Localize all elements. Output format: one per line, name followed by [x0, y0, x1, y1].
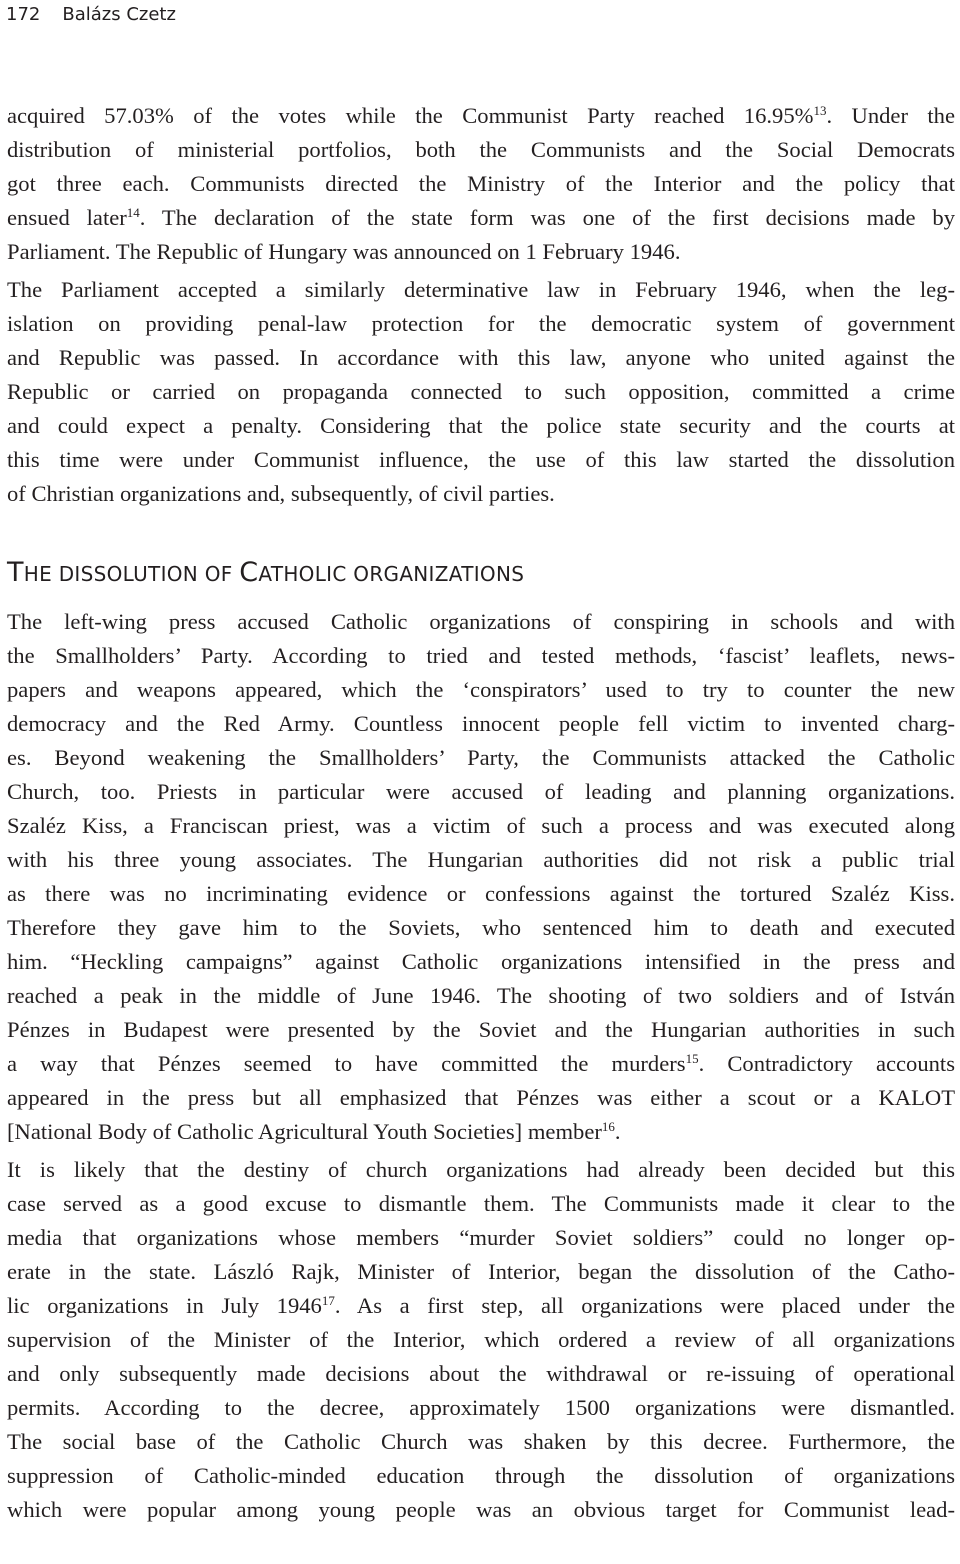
text-run: him. “Heckling campaigns” against Catholic organizations intensified in the press and — [7, 949, 955, 974]
text-line — [7, 1255, 955, 1289]
footnote-ref[interactable]: 17 — [321, 1293, 335, 1308]
text-run: reached a peak in the middle of June 1946. The shooting of two soldiers and of István — [7, 983, 955, 1008]
text-run: It is likely that the destiny of church organizations had already been decided but this — [7, 1157, 955, 1182]
text-run: erate in the state. László Rajk, Minister of Interior, began the dissolution of the Catho- — [7, 1259, 955, 1284]
text-line — [7, 235, 955, 269]
text-run: The Parliament accepted a similarly determinative law in February 1946, when the leg- — [7, 277, 955, 302]
text-run: Therefore they gave him to the Soviets, who sentenced him to death and executed — [7, 915, 955, 940]
footnote-ref[interactable]: 13 — [813, 103, 827, 118]
paragraph — [7, 273, 955, 511]
text-run: and Republic was passed. In accordance with this law, anyone who united against the — [7, 345, 955, 370]
text-line — [7, 775, 955, 809]
text-line — [7, 443, 955, 477]
text-line — [7, 201, 955, 235]
text-run: . — [614, 1119, 621, 1144]
text-line — [7, 477, 955, 511]
text-line — [7, 167, 955, 201]
text-line — [7, 877, 955, 911]
text-line — [7, 1425, 955, 1459]
text-line — [7, 809, 955, 843]
text-line — [7, 1391, 955, 1425]
text-line — [7, 1493, 955, 1527]
text-run: es. Beyond weakening the Smallholders’ Party, the Communists attacked the Catholic — [7, 745, 955, 770]
paragraph — [7, 99, 955, 269]
section-paragraphs — [7, 605, 955, 1527]
text-line — [7, 1153, 955, 1187]
text-run: . Contradictory accounts — [698, 1051, 955, 1076]
text-line — [7, 273, 955, 307]
text-run: [National Body of Catholic Agricultural Youth Societies] member — [7, 1119, 602, 1144]
text-run: Szaléz Kiss, a Franciscan priest, was a victim of such a process and was executed along — [7, 813, 955, 838]
footnote-ref[interactable]: 15 — [685, 1051, 699, 1066]
text-run: and could expect a penalty. Considering that the police state security and the courts at — [7, 413, 955, 438]
text-line — [7, 911, 955, 945]
text-run: acquired 57.03% of the votes while the Communist Party reached 16.95% — [7, 103, 814, 128]
text-run: lic organizations in July 1946 — [7, 1293, 322, 1318]
text-line — [7, 1323, 955, 1357]
text-run: Pénzes in Budapest were presented by the Soviet and the Hungarian authorities in such — [7, 1017, 955, 1042]
text-run: Church, too. Priests in particular were accused of leading and planning organizations. — [7, 779, 955, 804]
text-line — [7, 673, 955, 707]
text-run: . The declaration of the state form was one of the first decisions made by — [139, 205, 956, 230]
text-run: appeared in the press but all emphasized that Pénzes was either a scout or a KALOT — [7, 1085, 955, 1110]
heading-part: C — [239, 557, 259, 588]
text-line — [7, 1459, 955, 1493]
text-line — [7, 99, 955, 133]
text-line — [7, 707, 955, 741]
text-run: . As a first step, all organizations were placed under the — [334, 1293, 955, 1318]
text-run: The social base of the Catholic Church was shaken by this decree. Furthermore, the — [7, 1429, 955, 1454]
text-line — [7, 1081, 955, 1115]
text-run: papers and weapons appeared, which the ‘conspirators’ used to try to counter the new — [7, 677, 955, 702]
footnote-ref[interactable]: 14 — [126, 205, 140, 220]
text-run: . Under the — [826, 103, 955, 128]
text-line — [7, 1013, 955, 1047]
text-line — [7, 605, 955, 639]
text-line — [7, 1221, 955, 1255]
text-run: Parliament. The Republic of Hungary was announced on 1 February 1946. — [7, 239, 681, 264]
text-run: supervision of the Minister of the Interior, which ordered a review of all organizations — [7, 1327, 955, 1352]
running-head — [6, 3, 176, 27]
text-run: a way that Pénzes seemed to have committed the murders — [7, 1051, 686, 1076]
text-run: suppression of Catholic-minded education through the dissolution of organizations — [7, 1463, 955, 1488]
text-line — [7, 1047, 955, 1081]
text-line — [7, 1289, 955, 1323]
text-line — [7, 307, 955, 341]
text-line — [7, 979, 955, 1013]
heading-part: HE DISSOLUTION OF — [23, 562, 240, 586]
text-run: which were popular among young people was an obvious target for Communist lead- — [7, 1497, 955, 1522]
paragraph — [7, 605, 955, 1149]
text-run: and only subsequently made decisions about the withdrawal or re-issuing of operational — [7, 1361, 955, 1386]
footnote-ref[interactable]: 16 — [601, 1119, 615, 1134]
text-run: with his three young associates. The Hungarian authorities did not risk a public trial — [7, 847, 955, 872]
text-line — [7, 1357, 955, 1391]
text-run: islation on providing penal-law protection for the democratic system of government — [7, 311, 955, 336]
text-run: this time were under Communist influence, the use of this law started the dissolution — [7, 447, 955, 472]
text-run: democracy and the Red Army. Countless innocent people fell victim to invented charg- — [7, 711, 955, 736]
text-line — [7, 741, 955, 775]
text-line — [7, 1187, 955, 1221]
running-head-author: Balázs Czetz — [62, 4, 176, 25]
page-number: 172 — [6, 4, 41, 25]
text-run: permits. According to the decree, approximately 1500 organizations were dismantled. — [7, 1395, 955, 1420]
text-run: case served as a good excuse to dismantle them. The Communists made it clear to the — [7, 1191, 955, 1216]
text-run: The left-wing press accused Catholic organizations of conspiring in schools and with — [7, 609, 955, 634]
heading-part: ATHOLIC ORGANIZATIONS — [258, 562, 525, 586]
text-run: Republic or carried on propaganda connected to such opposition, committed a crime — [7, 379, 955, 404]
text-line — [7, 639, 955, 673]
paragraph — [7, 1153, 955, 1527]
text-line — [7, 341, 955, 375]
heading-part: T — [7, 557, 24, 588]
text-line — [7, 375, 955, 409]
text-line — [7, 1115, 955, 1149]
text-line — [7, 945, 955, 979]
text-line — [7, 409, 955, 443]
page-body — [7, 99, 955, 1527]
intro-paragraphs — [7, 99, 955, 511]
text-run: the Smallholders’ Party. According to tried and tested methods, ‘fascist’ leaflets, news- — [7, 643, 955, 668]
text-run: distribution of ministerial portfolios, both the Communists and the Social Democrats — [7, 137, 955, 162]
text-line — [7, 133, 955, 167]
text-run: ensued later — [7, 205, 127, 230]
text-line — [7, 843, 955, 877]
text-run: got three each. Communists directed the Ministry of the Interior and the policy that — [7, 171, 955, 196]
text-run: media that organizations whose members “murder Soviet soldiers” could no longer op- — [7, 1225, 955, 1250]
section-heading — [7, 553, 955, 605]
text-run: as there was no incriminating evidence or confessions against the tortured Szaléz Kiss. — [7, 881, 955, 906]
text-run: of Christian organizations and, subsequently, of civil parties. — [7, 481, 555, 506]
